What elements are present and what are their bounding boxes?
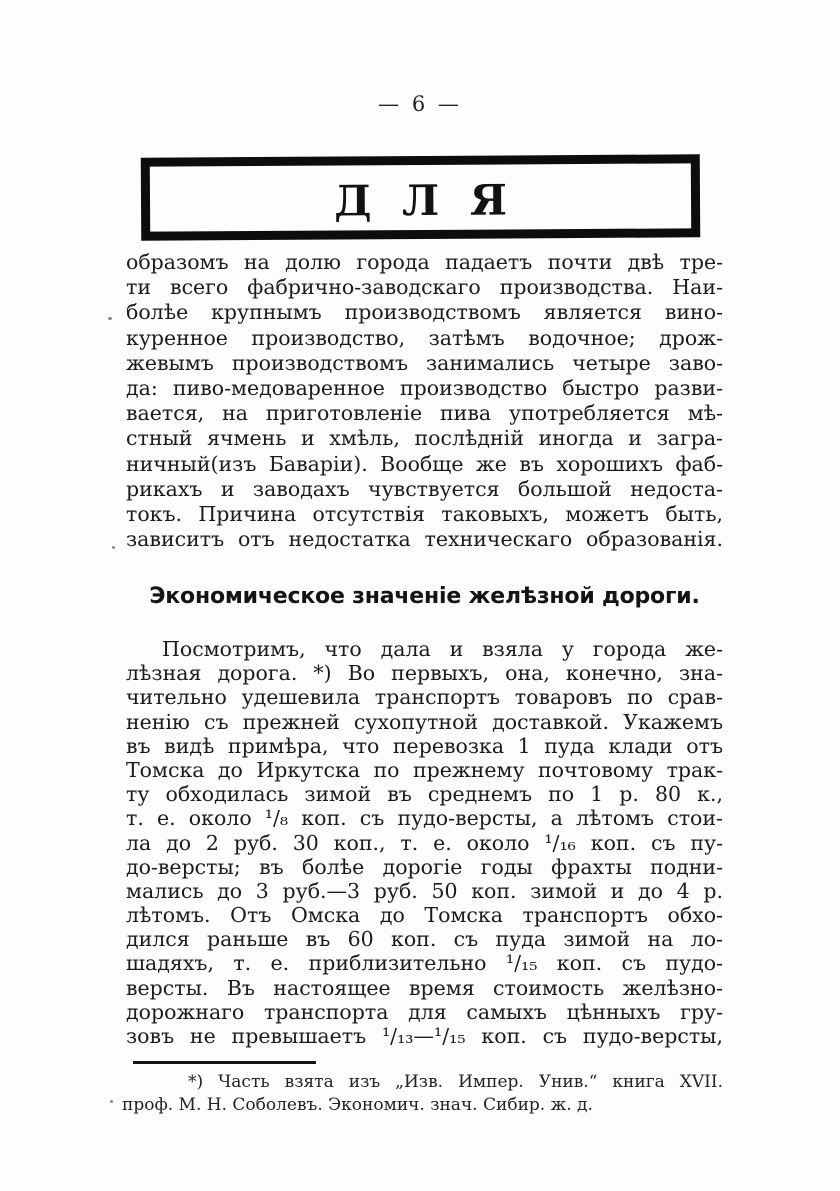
paragraph-1 <box>126 250 723 552</box>
text-line: жевымъ производствомъ занимались четыре заво- <box>126 350 723 375</box>
text-line: чительно удешевила транспортъ товаровъ по срав- <box>126 685 723 710</box>
text-line: болѣе крупнымъ производствомъ является вино- <box>126 300 723 325</box>
scan-speck <box>108 317 112 320</box>
text-line: образомъ на долю города падаетъ почти двѣ тре- <box>126 250 723 274</box>
text-line: до-версты; въ болѣе дорогіе годы фрахты подни- <box>126 854 723 879</box>
scan-speck <box>112 546 115 549</box>
title-box-text: Д Л Я <box>333 175 516 226</box>
text-line: Томска до Иркутска по прежнему почтовому трак- <box>126 757 723 782</box>
text-line: въ видѣ примѣра, что перевозка 1 пуда клади отъ <box>126 733 723 758</box>
footnote <box>122 1071 723 1116</box>
text-line: рикахъ и заводахъ чувствуется большой недоста- <box>126 476 723 501</box>
text-line: Посмотримъ, что дала и взяла у города же- <box>162 637 723 661</box>
text-line: шадяхъ, т. е. приблизительно ¹/₁₅ коп. съ пудо- <box>126 951 723 976</box>
footnote-rule <box>133 1061 316 1064</box>
text-line: зовъ не превышаетъ ¹/₁₃—¹/₁₅ коп. съ пудо-версты, <box>126 1024 723 1048</box>
section-heading: Экономическое значеніе желѣзной дороги. <box>149 584 700 609</box>
footnote-line: *) Часть взята изъ „Изв. Импер. Унив.“ книга XVII. <box>188 1072 723 1092</box>
text-line: версты. Въ настоящее время стоимость желѣзно- <box>126 975 723 1000</box>
text-line: ничный(изъ Баваріи). Вообще же въ хорошихъ фаб- <box>126 451 723 476</box>
text-line: дорожнаго транспорта для самыхъ цѣнныхъ гру- <box>126 999 723 1024</box>
text-line: ту обходилась зимой въ среднемъ по 1 р. 80 к., <box>126 782 723 807</box>
title-box <box>141 154 700 240</box>
text-line: ненію съ прежней сухопутной доставкой. Укажемъ <box>126 709 723 734</box>
text-line: дился раньше въ 60 коп. съ пуда зимой на ло- <box>126 927 723 952</box>
text-line: куренное производство, затѣмъ водочное; дрож- <box>126 325 723 350</box>
text-line: вается, на приготовленіе пива употребляется мѣ- <box>126 401 723 426</box>
text-line: токъ. Причина отсутствія таковыхъ, можетъ быть, <box>126 501 723 526</box>
text-line: лѣзная дорога. *) Во первыхъ, она, конечно, зна- <box>126 661 723 686</box>
text-line: зависитъ отъ недостатка техническаго образованія. <box>126 527 723 552</box>
text-line: ла до 2 руб. 30 коп., т. е. около ¹/₁₆ коп. съ пу- <box>126 830 723 855</box>
footnote-line: проф. М. Н. Соболевъ. Экономич. знач. Сибир. ж. д. <box>122 1094 593 1115</box>
text-line: мались до 3 руб.—3 руб. 50 коп. зимой и до 4 р. <box>126 878 723 903</box>
text-line: лѣтомъ. Отъ Омска до Томска транспортъ обхо- <box>126 903 723 928</box>
text-line: да: пиво-медоваренное производство быстро разви- <box>126 375 723 400</box>
text-line: ти всего фабрично-заводскаго производства. Наи- <box>126 275 723 300</box>
text-line: стный ячмень и хмѣль, послѣдній иногда и загра- <box>126 426 723 451</box>
text-line: т. е. около ¹/₈ коп. съ пудо-версты, а лѣтомъ стои- <box>126 806 723 831</box>
page-number: — 6 — <box>378 92 462 116</box>
scan-speck <box>110 1100 113 1103</box>
paragraph-2 <box>126 637 723 1048</box>
